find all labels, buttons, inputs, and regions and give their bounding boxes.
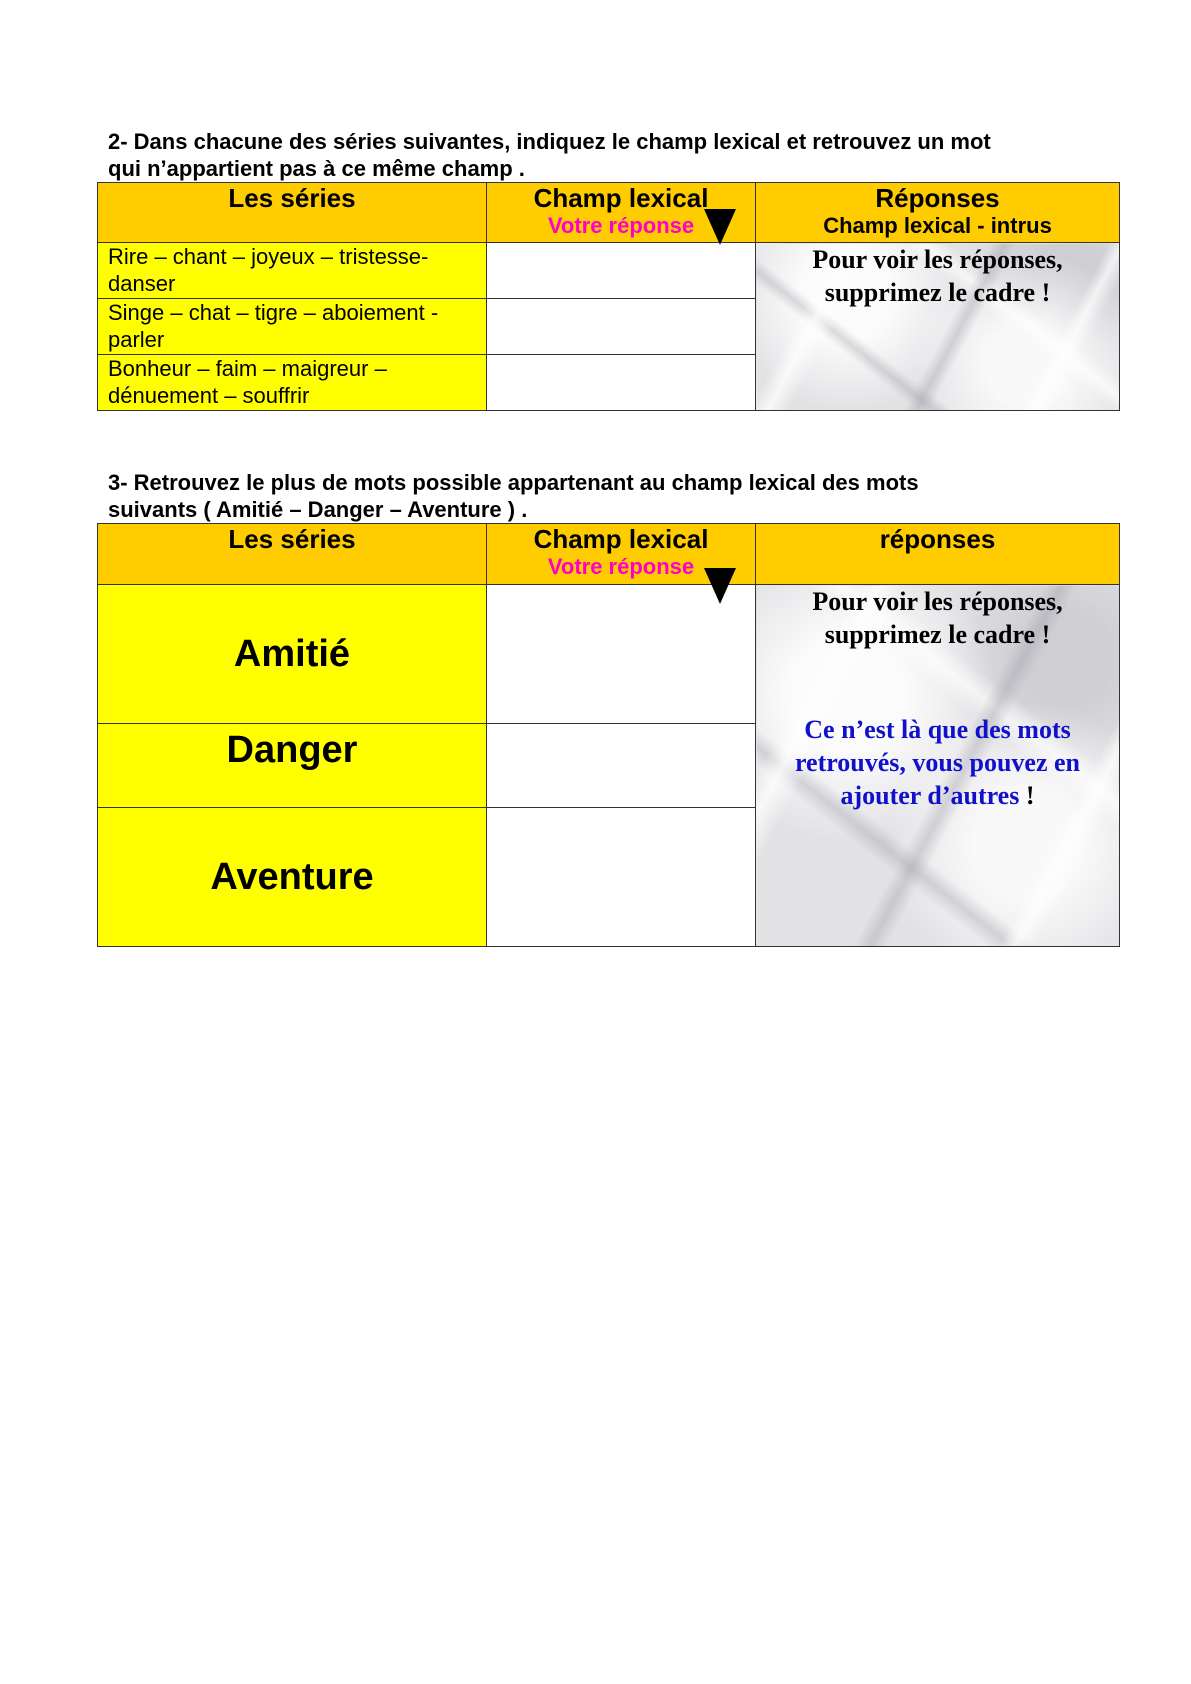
answers-cover-frame[interactable] [756,243,1120,411]
answer-cell[interactable] [487,585,756,724]
series-text-line2: parler [108,327,165,352]
cover-text-line1: Pour voir les réponses, [812,587,1063,616]
header-series [98,183,487,243]
table-row [98,585,1120,724]
series-word-aventure: Aventure [98,808,487,947]
series-cell [98,355,487,411]
series-cell [98,299,487,355]
header-champ-intrus: Champ lexical - intrus [823,213,1052,238]
exercise3-instruction [108,469,1118,523]
cover-text-line2: supprimez le cadre ! [824,278,1051,307]
header-reponses-label: réponses [879,524,996,554]
header-series [98,524,487,585]
header-votre-reponse: Votre réponse [547,554,695,579]
series-word-amitie: Amitié [98,585,487,724]
header-series-label: Les séries [228,524,356,554]
arrow-down-icon [704,209,736,245]
exercise2-table [97,182,1120,411]
answer-cell[interactable] [487,355,756,411]
table-row [98,243,1120,299]
header-series-label: Les séries [228,183,356,213]
arrow-down-icon [704,568,736,604]
series-text-line2: danser [108,271,176,296]
note-line2: retrouvés, vous pouvez en [794,748,1081,777]
header-champ-label: Champ lexical [533,524,709,554]
header-champ-lexical [487,183,756,243]
header-champ-lexical [487,524,756,585]
instruction-line-1: 2- Dans chacune des séries suivantes, indiquez le champ lexical et retrouvez un mot [108,129,991,154]
exercise3-table [97,523,1120,947]
header-votre-reponse: Votre réponse [547,213,695,238]
series-text-line1: Singe – chat – tigre – aboiement - [108,300,439,325]
cover-text-line1: Pour voir les réponses, [812,245,1063,274]
series-word-danger: Danger [98,724,487,808]
cover-text-line2: supprimez le cadre ! [824,620,1051,649]
exercise2-instruction [108,128,1118,182]
answer-cell[interactable] [487,724,756,808]
instruction-line-2: qui n’appartient pas à ce même champ . [108,156,525,181]
answer-cell[interactable] [487,808,756,947]
answers-cover-frame[interactable] [756,585,1120,947]
series-text-line1: Bonheur – faim – maigreur – [108,356,387,381]
instruction-line-1: 3- Retrouvez le plus de mots possible appartenant au champ lexical des mots [108,470,919,495]
series-text-line2: dénuement – souffrir [108,383,310,408]
instruction-line-2: suivants ( Amitié – Danger – Aventure ) . [108,497,528,522]
note-exclamation: ! [1019,781,1035,810]
series-cell [98,243,487,299]
header-champ-label: Champ lexical [533,183,709,213]
note-line1: Ce n’est là que des mots [804,715,1071,744]
header-reponses-label: Réponses [875,183,1000,213]
series-text-line1: Rire – chant – joyeux – tristesse- [108,244,429,269]
answer-cell[interactable] [487,243,756,299]
note-line3: ajouter d’autres [840,781,1020,810]
answer-cell[interactable] [487,299,756,355]
header-reponses [756,524,1120,585]
header-reponses [756,183,1120,243]
